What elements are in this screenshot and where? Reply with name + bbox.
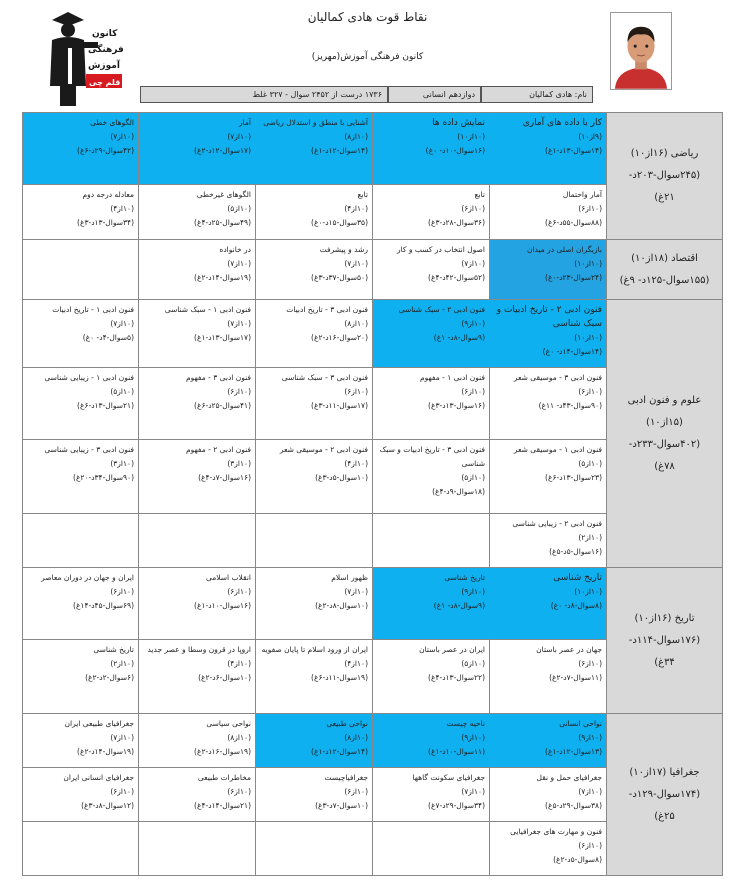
topic-score: (۱۰از۷) (227, 319, 251, 328)
topic-questions: (۸۸سوال-۵۵د-۶غ) (545, 218, 602, 227)
topic-cell (23, 185, 139, 240)
topic-cell (373, 185, 490, 240)
topic-cell (256, 714, 373, 768)
topic-title: فنون ادبی ۱ - تاریخ ادبیات (52, 305, 134, 314)
topic-score: (۱۰از۶) (227, 387, 251, 396)
topic-cell (139, 440, 256, 514)
topic-score: (۱۰از۴) (344, 204, 368, 213)
topic-questions: (۲۳سوال-۱۳د-۶غ) (545, 473, 602, 482)
topic-questions: (۱۴سوال-۱۴د- ۰غ) (542, 347, 602, 356)
topic-score: (۱۰از۶) (110, 587, 134, 596)
topic-cell (256, 440, 373, 514)
topic-title: جغرافیای سکونت گاهها (412, 773, 485, 782)
subject-cell (607, 300, 723, 568)
topic-title: ایران از ورود اسلام تا پایان صفویه (261, 645, 368, 654)
topic-title: فنون ادبی ۱ - زیبایی شناسی (44, 373, 134, 382)
topic-score: (۱۰از۷) (578, 787, 602, 796)
topic-questions: (۲۱سوال-۱۴د-۴غ) (194, 801, 251, 810)
topic-questions: (۱۱سوال-۷د-۲غ) (549, 673, 602, 682)
topic-score: (۱۰از۲) (578, 533, 602, 542)
topic-title: معادله درجه دوم (82, 190, 134, 199)
topic-score: (۱۰از۶) (578, 387, 602, 396)
topic-cell (373, 640, 490, 714)
topic-title: تابع (357, 190, 368, 199)
topic-title: جغرافیای انسانی ایران (63, 773, 134, 782)
topic-questions: (۹سوال-۸د- ۱غ) (433, 333, 485, 342)
topic-cell (23, 714, 139, 768)
topic-title: فنون و مهارت های جغرافیایی (510, 827, 602, 836)
topic-questions: (۱۱سوال-۱۰د-۱غ) (428, 747, 485, 756)
topic-cell (490, 113, 607, 185)
topic-score: (۱۰از۴) (344, 459, 368, 468)
subject-cell (607, 568, 723, 714)
empty-cell (139, 514, 256, 568)
subject-cell (607, 113, 723, 240)
topic-title: الگوهای غیرخطی (196, 190, 251, 199)
topic-title: اصول انتخاب در کسب و کار (396, 245, 485, 254)
topic-score: (۱۰از۹) (461, 319, 485, 328)
topic-row (23, 300, 723, 368)
topic-score: (۱۰از۸) (227, 733, 251, 742)
topic-questions: (۴۲سوال-۲۹د-۶غ) (77, 146, 134, 155)
topic-cell (373, 768, 490, 822)
topic-questions: (۹۰سوال-۳۴د-۲۰غ) (73, 473, 134, 482)
topic-questions: (۶سوال-۲د-۲غ) (85, 673, 134, 682)
topic-cell (23, 113, 139, 185)
topic-score: (۱۰از۶) (110, 787, 134, 796)
subject-label: ۳۴غ) (654, 656, 675, 668)
topic-cell (256, 640, 373, 714)
subject-label: (۱۵از۱۰) (646, 416, 683, 428)
topic-cell (139, 185, 256, 240)
topic-score: (۹از۱۰) (578, 132, 602, 141)
topic-questions: (۱۹سوال-۱۴د-۲غ) (77, 747, 134, 756)
kanoon-logo (46, 6, 124, 108)
topic-title: نواحی انسانی (559, 719, 602, 728)
topic-cell (139, 368, 256, 440)
topic-cell (373, 240, 490, 300)
topic-cell (256, 568, 373, 640)
topic-title: فنون ادبی ۳ - مفهوم (185, 373, 251, 382)
topic-questions: (۵سوال-۴د- ۰غ) (82, 333, 134, 342)
subject-label: ۷۸غ) (654, 460, 675, 472)
topic-cell (23, 300, 139, 368)
topic-score: (۱۰از۸) (344, 733, 368, 742)
topic-cell (490, 440, 607, 514)
subject-label: ۲۱غ) (654, 192, 675, 203)
topic-score: (۱۰از۵) (461, 473, 485, 482)
topic-questions: (۳۸سوال-۲۹د-۵غ) (545, 801, 602, 810)
topic-title: تاریخ شناسی (93, 645, 134, 654)
topic-questions: (۱۶سوال-۱۰د-۱غ) (194, 601, 251, 610)
topic-questions: (۱۲سوال-۸د-۳غ) (81, 801, 134, 810)
topic-score: (۱۰از۶) (461, 387, 485, 396)
topic-cell (490, 368, 607, 440)
topic-cell (373, 440, 490, 514)
topic-questions: (۱۰سوال-۷د-۳غ) (315, 801, 368, 810)
topic-cell (373, 714, 490, 768)
topic-cell (23, 568, 139, 640)
topic-title: نواحی طبیعی (326, 719, 368, 728)
topic-questions: (۱۶سوال-۱۳د-۳غ) (428, 401, 485, 410)
topic-questions: (۱۴سوال-۱۲د-۱غ) (311, 747, 368, 756)
topic-questions: (۴۹سوال-۲۵د-۴غ) (194, 218, 251, 227)
student-grade: دوازدهم انسانی (388, 86, 481, 103)
empty-cell (23, 514, 139, 568)
topic-title: در خانواده (219, 245, 251, 254)
topic-questions: (۲۴سوال-۲۳د-۰غ) (545, 273, 602, 282)
topic-cell (373, 568, 490, 640)
topic-title: ظهور اسلام (331, 573, 368, 582)
logo-text-4: قلم چی (89, 78, 121, 87)
empty-cell (373, 514, 490, 568)
topic-questions: (۲۱سوال-۱۳د-۶غ) (77, 401, 134, 410)
topic-score: (۱۰از۲) (110, 659, 134, 668)
topic-title: جغرافیای حمل و نقل (536, 773, 602, 782)
empty-cell (23, 240, 139, 300)
topic-title: فنون ادبی ۳ - سبک شناسی (281, 373, 368, 382)
topic-title: آشنایی با منطق و استدلال ریاضی (263, 118, 368, 127)
topic-row (23, 113, 723, 185)
topic-score: (۱۰از۷) (344, 259, 368, 268)
topic-title: رشد و پیشرفت (319, 245, 368, 254)
topic-score: (۱۰از۹) (461, 733, 485, 742)
topic-title: فنون ادبی ۲ - سبک شناسی (398, 305, 485, 314)
strengths-table (22, 112, 723, 876)
topic-questions: (۱۶سوال-۷د-۴غ) (198, 473, 251, 482)
topic-cell (256, 113, 373, 185)
topic-questions: (۱۸سوال-۹د-۴غ) (432, 487, 485, 496)
topic-title: فنون ادبی ۳ - تاریخ ادبیات (286, 305, 368, 314)
topic-score: (۱۰از۷) (461, 259, 485, 268)
logo-text-3: آموزش (88, 61, 120, 71)
topic-title: آمار (238, 118, 251, 127)
topic-cell (256, 240, 373, 300)
empty-cell (256, 514, 373, 568)
topic-score: (۱۰از۵) (578, 459, 602, 468)
subject-label: ریاضی (۱۶از۱۰) (630, 148, 699, 159)
topic-title: اروپا در قرون وسطا و عصر جدید (147, 645, 251, 654)
topic-score: (۱۰از۶) (578, 204, 602, 213)
topic-cell (490, 300, 607, 368)
topic-questions: (۱۴سوال-۱۳د-۱غ) (545, 146, 602, 155)
topic-cell (23, 640, 139, 714)
topic-questions: (۵۰سوال-۳۷د-۳غ) (311, 273, 368, 282)
topic-title: فنون ادبی ۲ - زیبایی شناسی (512, 519, 602, 528)
topic-score: (۱۰از۷) (227, 259, 251, 268)
topic-cell (23, 368, 139, 440)
topic-score: (۱۰از۴) (110, 204, 134, 213)
topic-cell (490, 714, 607, 768)
topic-cell (490, 568, 607, 640)
topic-score: (۱۰از۳) (110, 459, 134, 468)
topic-score: (۱۰از۵) (461, 659, 485, 668)
topic-cell (256, 185, 373, 240)
topic-title: فنون ادبی ۱ - مفهوم (419, 373, 485, 382)
topic-questions: (۱۶سوال-۱۰د- ۰غ) (425, 146, 485, 155)
empty-cell (256, 822, 373, 876)
topic-questions: (۸سوال-۵د-۲غ) (553, 855, 602, 864)
topic-score: (۱۰از۱۰) (457, 132, 485, 141)
subject-cell (607, 240, 723, 300)
topic-row (23, 240, 723, 300)
topic-title: نواحی سیاسی (206, 719, 251, 728)
topic-title: الگوهای خطی (90, 118, 134, 127)
topic-questions: (۱۶سوال-۵د-۵غ) (549, 547, 602, 556)
topic-score: (۱۰از۶) (461, 204, 485, 213)
topic-title: مخاطرات طبیعی (197, 773, 251, 782)
student-info-row (140, 86, 593, 103)
student-name: نام: هادی کمالیان (481, 86, 593, 103)
subject-label: (۱۷۴سوال-۱۲۹د- (628, 788, 701, 800)
topic-title: فنون ادبی ۱ - موسیقی شعر (513, 445, 602, 454)
topic-title: فنون ادبی ۳ - موسیقی شعر (513, 373, 602, 382)
topic-questions: (۱۹سوال-۱۱د-۶غ) (311, 673, 368, 682)
topic-score: (۱۰از۱۰) (574, 587, 602, 596)
topic-score: (۱۰از۷) (110, 132, 134, 141)
strengths-table-wrap (22, 112, 722, 876)
topic-cell (139, 568, 256, 640)
page-title: نقاط قوت هادی کمالیان (307, 10, 428, 24)
topic-questions: (۳۴سوال-۲۹د-۷غ) (428, 801, 485, 810)
topic-row (23, 568, 723, 640)
student-photo (610, 12, 672, 90)
topic-score: (۱۰از۶) (344, 387, 368, 396)
subject-label: اقتصاد (۱۸از۱۰) (631, 252, 698, 264)
topic-questions: (۲۲سوال-۱۳د-۴غ) (428, 673, 485, 682)
subject-label: تاریخ (۱۶از۱۰) (634, 612, 695, 624)
topic-cell (139, 714, 256, 768)
topic-title: کار با داده های آماری (522, 118, 602, 128)
topic-score: (۱۰از۱۰) (574, 259, 602, 268)
topic-title: ایران و جهان در دوران معاصر (41, 573, 134, 582)
topic-questions: (۱۴سوال-۱۲د-۱غ) (311, 146, 368, 155)
topic-questions: (۱۷سوال-۱۲د-۲غ) (194, 146, 251, 155)
topic-cell (139, 640, 256, 714)
topic-score: (۱۰از۸) (344, 132, 368, 141)
topic-cell (373, 368, 490, 440)
topic-cell (256, 768, 373, 822)
topic-score: (۱۰از۵) (110, 387, 134, 396)
topic-questions: (۹سوال-۸د- ۱غ) (433, 601, 485, 610)
topic-cell (139, 768, 256, 822)
logo-text-2: فرهنگی (88, 45, 124, 55)
topic-title: انقلاب اسلامی (206, 573, 251, 582)
topic-score: (۱۰از۹) (578, 733, 602, 742)
report-header (0, 0, 731, 112)
topic-score: (۱۰از۵) (227, 204, 251, 213)
topic-cell (490, 240, 607, 300)
topic-cell (139, 300, 256, 368)
topic-cell (23, 440, 139, 514)
topic-questions: (۶۹سوال-۴۵د-۱۴غ) (73, 601, 134, 610)
topic-cell (490, 822, 607, 876)
topic-title: تابع (474, 190, 485, 199)
subject-label: (۱۷۶سوال-۱۱۴د- (628, 634, 701, 646)
topic-score: (۱۰از۴) (227, 659, 251, 668)
subject-cell (607, 714, 723, 876)
topic-score: (۱۰از۶) (578, 841, 602, 850)
topic-score: (۱۰از۷) (461, 787, 485, 796)
overall-stats: ۱۷۳۶ درست از ۲۴۵۲ سوال - ۳۲۷ غلط (140, 86, 388, 103)
topic-questions: (۱۹سوال-۱۴د-۲غ) (194, 273, 251, 282)
topic-score: (۱۰از۷) (110, 319, 134, 328)
topic-title: جغرافیاچیست (324, 773, 368, 782)
topic-questions: (۴۱سوال-۲۵د-۶غ) (194, 401, 251, 410)
topic-questions: (۵۲سوال-۴۲د-۴غ) (428, 273, 485, 282)
subject-label: علوم و فنون ادبی (627, 394, 702, 406)
topic-title: فنون ادبی ۲ - موسیقی شعر (279, 445, 368, 454)
topic-title: فنون ادبی ۳ - تاریخ ادبیات و سبک شناسی (379, 445, 485, 468)
topic-score: (۱۰از۴) (344, 659, 368, 668)
logo-text-1: کانون (92, 29, 118, 39)
topic-questions: (۳۵سوال-۱۵د-۰غ) (311, 218, 368, 227)
topic-cell (23, 768, 139, 822)
subject-label: جغرافیا (۱۷از۱۰) (629, 766, 700, 778)
topic-questions: (۱۰سوال-۵د-۳غ) (315, 473, 368, 482)
empty-cell (23, 822, 139, 876)
topic-cell (490, 640, 607, 714)
empty-cell (373, 822, 490, 876)
topic-questions: (۸سوال-۸د- ۰غ) (550, 601, 602, 610)
topic-score: (۱۰از۶) (578, 659, 602, 668)
topic-questions: (۱۷سوال-۱۱د-۳غ) (311, 401, 368, 410)
topic-cell (256, 368, 373, 440)
topic-score: (۱۰از۷) (110, 733, 134, 742)
topic-questions: (۱۰سوال-۶د-۲غ) (198, 673, 251, 682)
topic-questions: (۱۷سوال-۱۳د-۱غ) (194, 333, 251, 342)
topic-title: فنون ادبی ۳ - زیبایی شناسی (44, 445, 134, 454)
topic-cell (373, 113, 490, 185)
topic-title: تاریخ شناسی (444, 573, 485, 582)
topic-score: (۱۰از۶) (227, 587, 251, 596)
topic-questions: (۲۰سوال-۱۶د-۲غ) (311, 333, 368, 342)
topic-cell (139, 240, 256, 300)
topic-title: ناحیه چیست (446, 719, 485, 728)
topic-cell (490, 185, 607, 240)
topic-score: (۱۰از۱۰) (574, 333, 602, 342)
topic-score: (۱۰از۷) (344, 587, 368, 596)
topic-cell (139, 113, 256, 185)
topic-questions: (۱۳سوال-۱۲د-۱غ) (545, 747, 602, 756)
topic-score: (۱۰از۹) (461, 587, 485, 596)
institute-name: کانون فرهنگی آموزش(مهریز) (311, 52, 424, 62)
topic-score: (۱۰از۶) (227, 787, 251, 796)
topic-title: نمایش داده ها (432, 118, 485, 128)
topic-questions: (۱۰سوال-۸د-۲غ) (315, 601, 368, 610)
topic-cell (373, 300, 490, 368)
subject-label: (۲۴۵سوال-۲۰۳د- (628, 170, 701, 181)
subject-label: ۲۵غ) (654, 810, 675, 822)
topic-title: جغرافیای طبیعی ایران (64, 719, 134, 728)
topic-cell (490, 768, 607, 822)
topic-questions: (۳۶سوال-۲۸د-۳غ) (428, 218, 485, 227)
topic-row (23, 714, 723, 768)
topic-cell (256, 300, 373, 368)
empty-cell (139, 822, 256, 876)
topic-questions: (۳۴سوال-۱۳د-۳غ) (77, 218, 134, 227)
topic-title: فنون ادبی ۱ - سبک شناسی (164, 305, 251, 314)
topic-questions: (۱۹سوال-۱۶د-۲غ) (194, 747, 251, 756)
topic-cell (490, 514, 607, 568)
topic-title: ایران در عصر باستان (419, 645, 485, 654)
topic-score: (۱۰از۳) (227, 459, 251, 468)
topic-questions: (۹۰سوال-۴۳د- ۱۱غ) (538, 401, 602, 410)
subject-label: (۴۰۲سوال-۲۳۳د- (628, 438, 701, 450)
topic-title: فنون ادبی ۲ - مفهوم (185, 445, 251, 454)
topic-score: (۱۰از۶) (344, 787, 368, 796)
topic-score: (۱۰از۷) (227, 132, 251, 141)
topic-score: (۱۰از۸) (344, 319, 368, 328)
topic-title: بازیگران اصلی در میدان (526, 245, 602, 254)
topic-title: فنون ادبی ۲ - تاریخ ادبیات و سبک شناسی (496, 305, 602, 329)
topic-title: آمار واحتمال (562, 190, 602, 199)
topic-title: تاریخ شناسی (553, 573, 602, 583)
subject-label: (۱۵۵سوال-۱۲۵د- ۹غ) (619, 274, 710, 286)
topic-title: جهان در عصر باستان (536, 645, 602, 654)
